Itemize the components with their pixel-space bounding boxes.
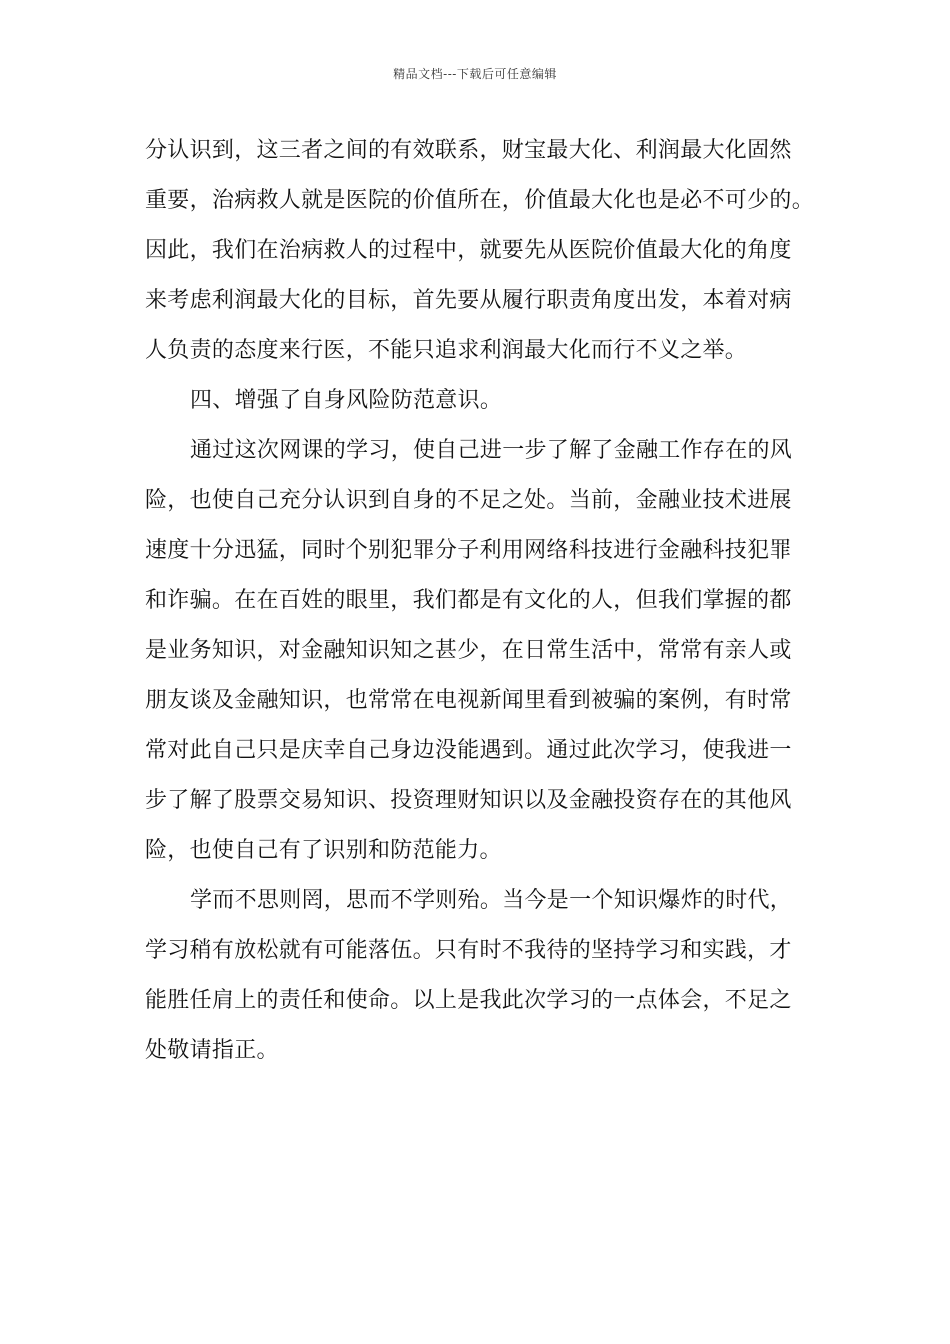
text-line: 险，也使自己有了识别和防范能力。 <box>145 838 502 863</box>
text-line: 分认识到，这三者之间的有效联系，财宝最大化、利润最大化固然 <box>145 138 792 163</box>
text-line: 步了解了股票交易知识、投资理财知识以及金融投资存在的其他风 <box>145 788 792 813</box>
section-heading-4 <box>145 376 825 426</box>
text-line: 人负责的态度来行医，不能只追求利润最大化而行不义之举。 <box>145 338 748 363</box>
text-line: 是业务知识，对金融知识知之甚少，在日常生活中，常常有亲人或 <box>145 638 792 663</box>
paragraph-1 <box>145 126 825 376</box>
text-line: 常对此自己只是庆幸自己身边没能遇到。通过此次学习，使我进一 <box>145 738 792 763</box>
text-line: 速度十分迅猛，同时个别犯罪分子利用网络科技进行金融科技犯罪 <box>145 538 792 563</box>
document-body <box>145 126 825 1076</box>
text-line: 来考虑利润最大化的目标，首先要从履行职责角度出发，本着对病 <box>145 288 792 313</box>
text-line: 险，也使自己充分认识到自身的不足之处。当前，金融业技术进展 <box>145 488 792 513</box>
text-line: 学而不思则罔，思而不学则殆。当今是一个知识爆炸的时代， <box>190 888 793 913</box>
text-line: 和诈骗。在在百姓的眼里，我们都是有文化的人，但我们掌握的都 <box>145 588 792 613</box>
text-line: 朋友谈及金融知识，也常常在电视新闻里看到被骗的案例，有时常 <box>145 688 792 713</box>
paragraph-3 <box>145 426 825 876</box>
text-line: 通过这次网课的学习，使自己进一步了解了金融工作存在的风 <box>190 438 793 463</box>
text-line: 重要，治病救人就是医院的价值所在，价值最大化也是必不可少的。 <box>145 188 815 213</box>
paragraph-4 <box>145 876 825 1076</box>
text-line: 学习稍有放松就有可能落伍。只有时不我待的坚持学习和实践，才 <box>145 938 792 963</box>
text-line: 处敬请指正。 <box>145 1038 279 1063</box>
page-header: 精品文档---下载后可任意编辑 <box>393 67 557 81</box>
heading-line: 四、增强了自身风险防范意识。 <box>190 388 503 413</box>
text-line: 能胜任肩上的责任和使命。以上是我此次学习的一点体会，不足之 <box>145 988 792 1013</box>
text-line: 因此，我们在治病救人的过程中，就要先从医院价值最大化的角度 <box>145 238 792 263</box>
